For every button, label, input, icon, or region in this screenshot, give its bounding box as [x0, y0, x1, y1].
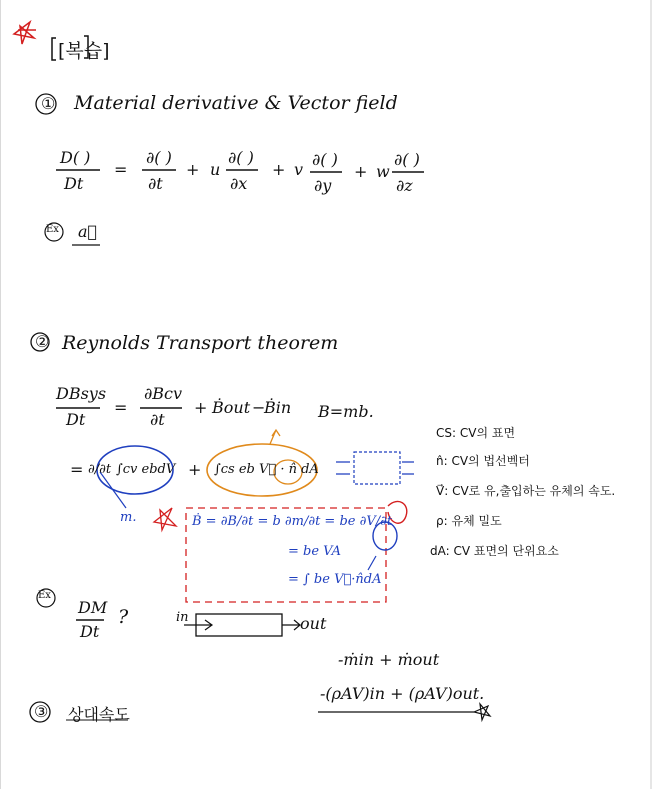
orange-arrow-up	[270, 430, 280, 444]
rho-av-expression: -(ρAV)in + (ρAV)out.	[320, 684, 485, 703]
blue-arrow-right	[368, 556, 376, 570]
section1-title: Material derivative & Vector field	[74, 92, 398, 114]
s2-mb: B=mb.	[318, 402, 374, 421]
dm-num: DM	[78, 598, 108, 617]
s2-ex-label: Ex	[38, 590, 51, 601]
in-label: in	[176, 610, 189, 625]
out-label: out	[300, 614, 327, 633]
s2-lhs-den: Dt	[66, 410, 86, 429]
flux-arrows-blue	[336, 462, 414, 474]
s2-line2-d: ∂/∂t	[88, 462, 112, 477]
s1-t1-num: ∂( )	[146, 148, 172, 167]
s2-t1-num: ∂Bcv	[144, 384, 183, 403]
flux-box-blue	[354, 452, 400, 484]
legend-v: V⃗: CV로 유,출입하는 유체의 속도.	[436, 484, 616, 498]
s2-lhs-num: DBsys	[56, 384, 107, 403]
s2-int-cv: ∫cv ebdV	[116, 462, 176, 477]
header-star-icon	[14, 22, 36, 44]
section2-number: ②	[35, 332, 50, 351]
s1-eq: =	[114, 160, 128, 179]
s1-plus-1: +	[186, 160, 200, 179]
s2-bout: Ḃout	[212, 398, 251, 417]
header-bracket-left	[52, 38, 56, 60]
header-title: [복습]	[58, 40, 110, 62]
s2-minus: −	[252, 398, 266, 417]
s1-t1-den: ∂t	[148, 174, 163, 193]
s1-t3-num: ∂( )	[312, 150, 338, 169]
dm-den: Dt	[80, 622, 100, 641]
s1-t2-den: ∂x	[230, 174, 248, 193]
s2-int-form: = ∫ be V⃗·n̂dA	[288, 572, 382, 587]
s1-lhs-num: D( )	[60, 148, 91, 167]
s1-t2-coef: u	[210, 160, 221, 179]
s2-line2-plus: +	[188, 460, 202, 479]
red-star-icon	[154, 508, 176, 530]
s1-lhs-den: Dt	[64, 174, 84, 193]
legend-n: n̂: CV의 법선벡터	[436, 454, 530, 468]
section3-number: ③	[34, 702, 49, 721]
s2-be-va: = be VA	[288, 544, 342, 559]
s2-plus: +	[194, 398, 208, 417]
s2-bin: Ḃin	[264, 398, 292, 417]
s1-ex-label: Ex	[46, 224, 59, 235]
mdot-expression: -ṁin + ṁout	[338, 650, 440, 669]
section1-number: ①	[41, 94, 56, 113]
s2-m-label: m.	[120, 510, 137, 525]
final-star-icon	[474, 704, 490, 720]
s2-line2-eq: =	[70, 460, 84, 479]
legend-rho: ρ: 유체 밀도	[436, 514, 502, 528]
s2-t1-den: ∂t	[150, 410, 165, 429]
s1-plus-2: +	[272, 160, 286, 179]
dm-question: ?	[118, 606, 129, 628]
s1-t4-coef: w	[376, 162, 390, 181]
section2-title: Reynolds Transport theorem	[62, 332, 339, 354]
out-arrow	[282, 620, 300, 630]
s1-t4-num: ∂( )	[394, 150, 420, 169]
section3-title: 상대속도	[68, 705, 130, 724]
s1-t4-den: ∂z	[396, 176, 413, 195]
s1-ex-vector: a⃗	[78, 222, 98, 241]
s2-eq: =	[114, 398, 128, 417]
s1-t3-coef: v	[294, 160, 304, 179]
legend-cs: CS: CV의 표면	[436, 426, 516, 440]
s2-bdot: Ḃ = ∂B/∂t = b ∂m/∂t = be ∂V/∂t	[192, 514, 393, 529]
blue-arrow-m	[100, 472, 126, 508]
s1-plus-3: +	[354, 162, 368, 181]
s1-t2-num: ∂( )	[228, 148, 254, 167]
s1-t3-den: ∂y	[314, 176, 332, 195]
s2-int-cs: ∫cs eb V⃗ · n̂ dA	[214, 462, 319, 477]
legend-da: dA: CV 표면의 단위요소	[430, 544, 559, 558]
